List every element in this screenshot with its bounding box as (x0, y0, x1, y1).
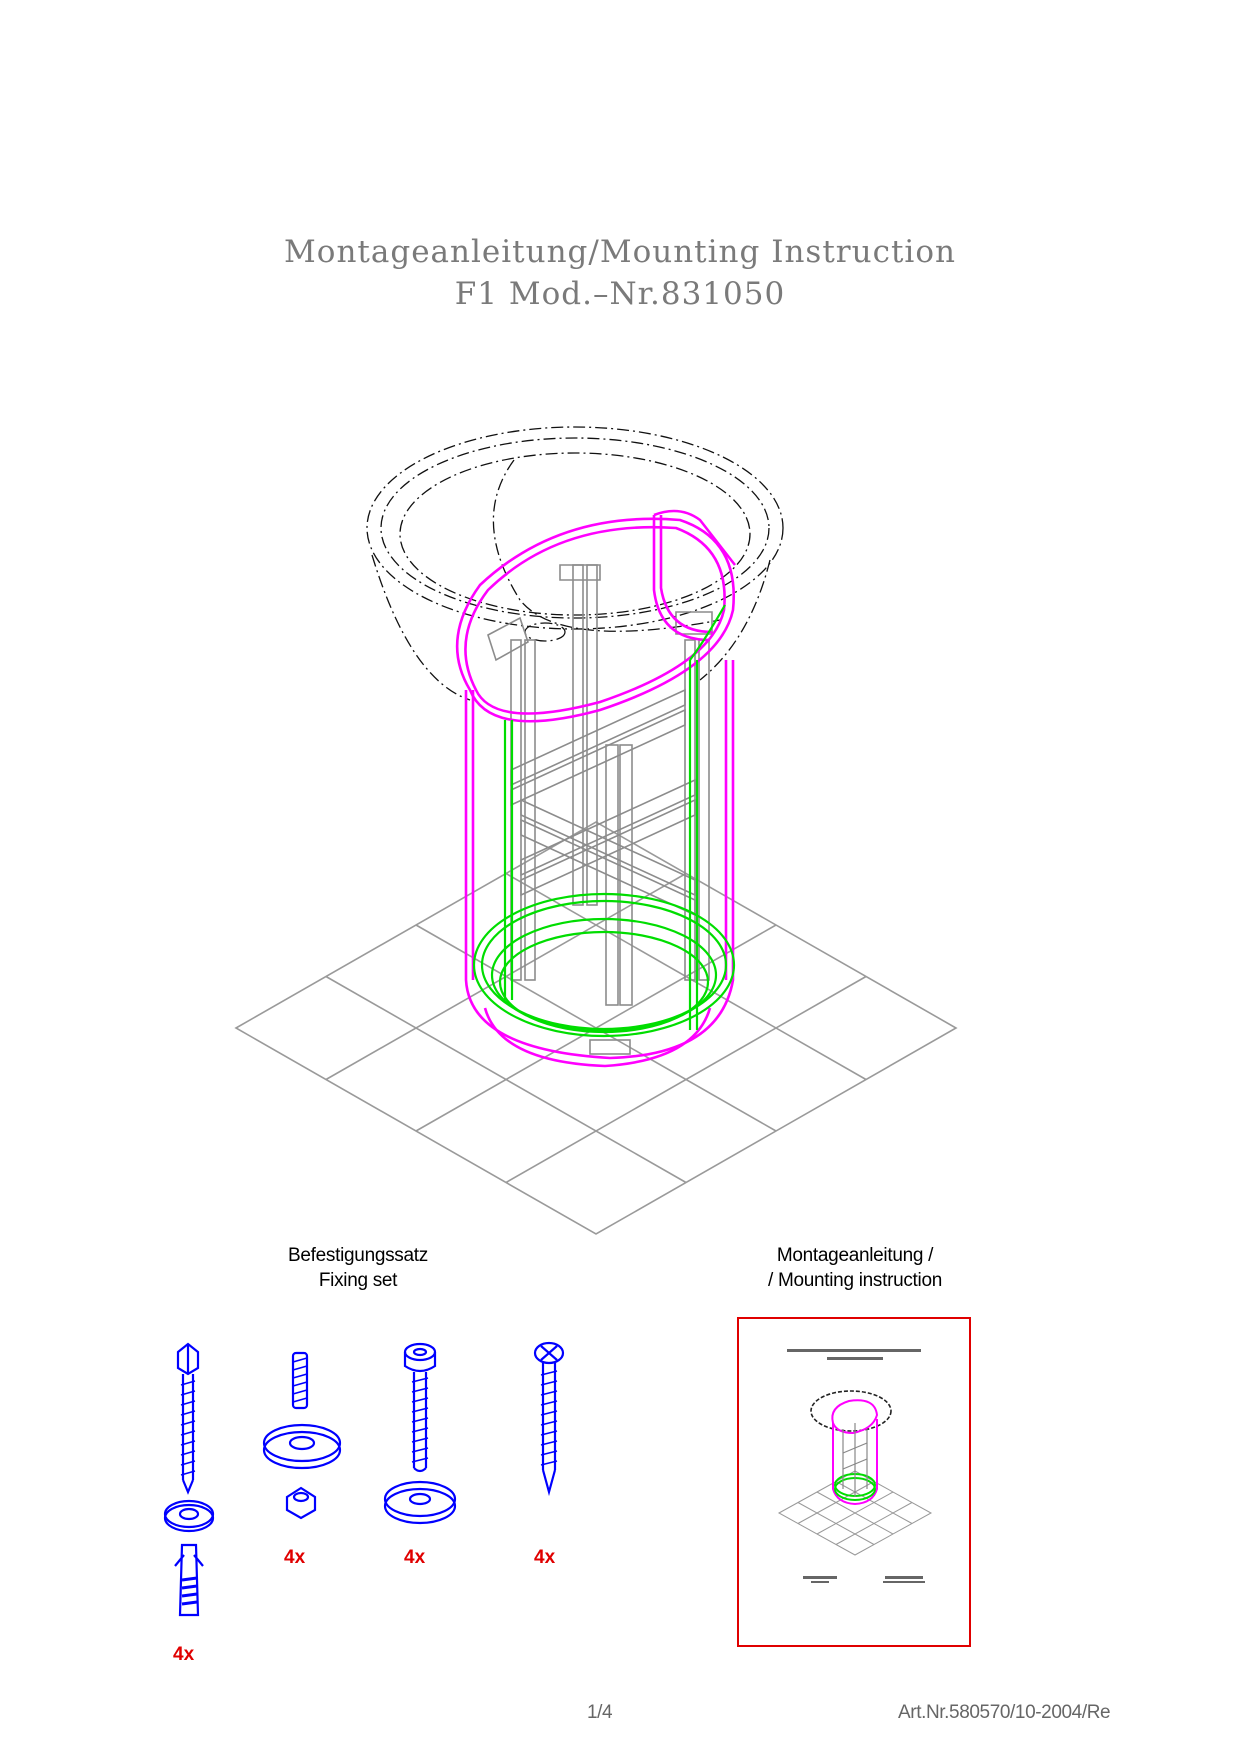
quantity-item-2: 4x (284, 1547, 306, 1568)
title-line-1: Montageanleitung/Mounting Instruction (284, 234, 956, 270)
stud-washer-nut-icon (264, 1353, 340, 1518)
wood-screw-icon (535, 1343, 563, 1492)
quantity-item-4: 4x (534, 1547, 556, 1568)
article-number: Art.Nr.580570/10-2004/Re (898, 1702, 1111, 1723)
page-number: 1/4 (587, 1702, 613, 1723)
socket-screw-washer-icon (385, 1344, 455, 1523)
mounting-instruction-heading-2: / Mounting instruction (768, 1270, 942, 1291)
fixing-set-heading-de: Befestigungssatz (288, 1245, 428, 1266)
quantity-item-1: 4x (173, 1644, 195, 1665)
quantity-item-3: 4x (404, 1547, 426, 1568)
title-line-2: F1 Mod.–Nr.831050 (454, 276, 786, 312)
mounting-instruction-heading-1: Montageanleitung / (776, 1245, 934, 1266)
fixing-set-heading-en: Fixing set (318, 1270, 398, 1291)
hex-screw-washer-dowel-icon (165, 1344, 213, 1615)
mounting-instruction-thumbnail (737, 1317, 971, 1647)
